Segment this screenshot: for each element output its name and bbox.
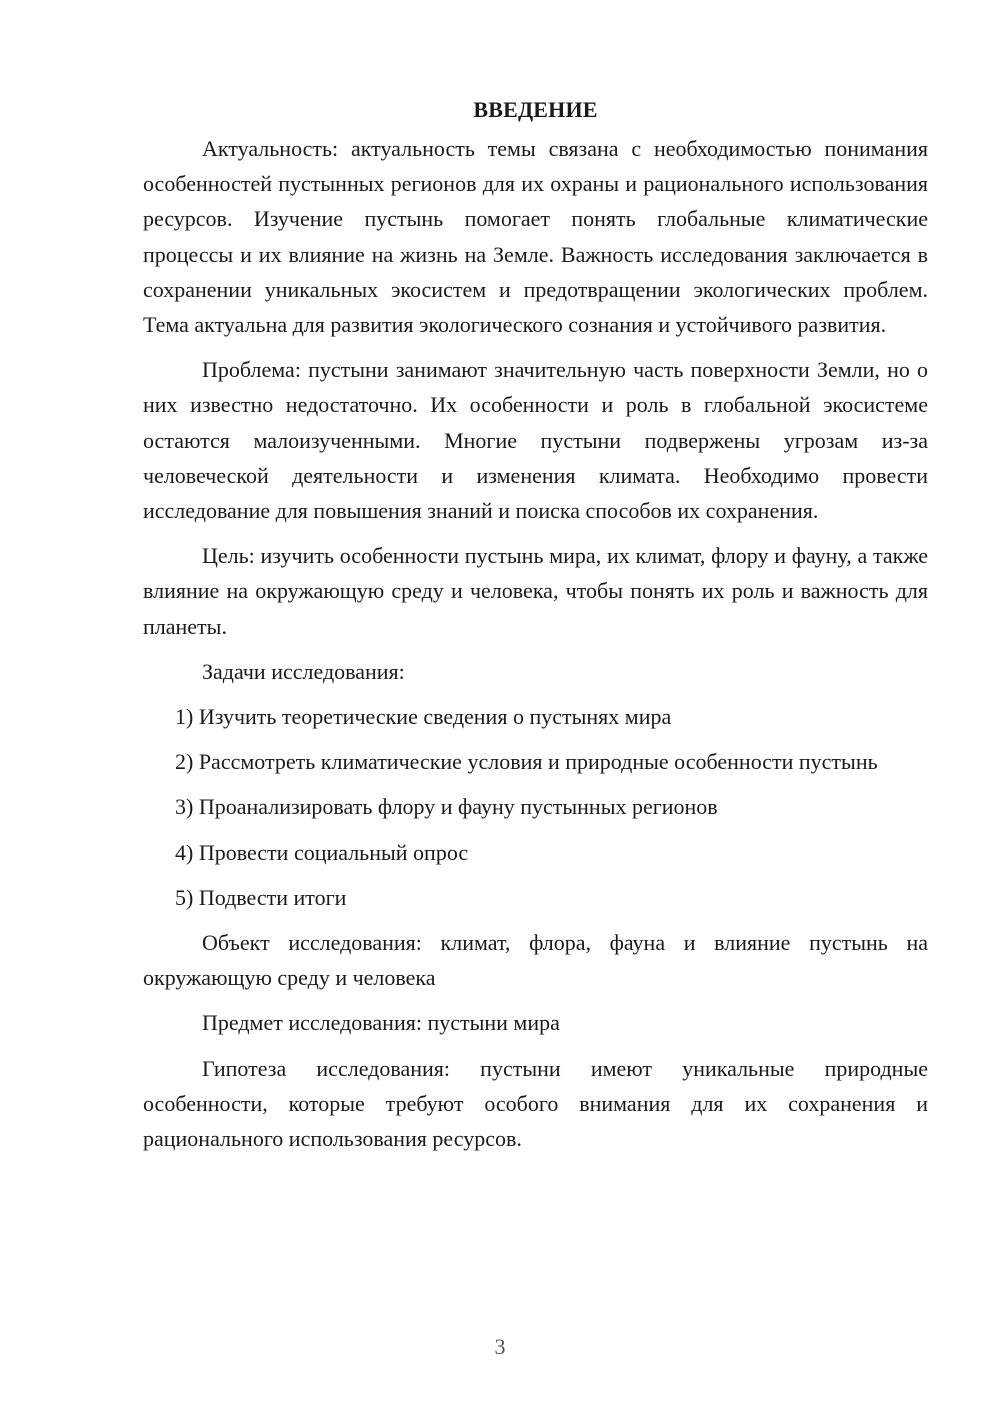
hypothesis-paragraph: Гипотеза исследования: пустыни имеют уникальные природные особенности, которые требуют особого внимания для их сохранения и рационального использования ресурсов. [143, 1055, 928, 1152]
problem-paragraph: Проблема: пустыни занимают значительную часть поверхности Земли, но о них известно недостаточно. Их особенности и роль в глобальной экосистеме остаются малоизученными. Многие пустыни подвержены угрозам из-за человеческой деятельности и изменения климата. Необходимо провести исследование для повышения знаний и поиска способов их сохранения. [143, 357, 928, 524]
section-heading: ВВЕДЕНИЕ [473, 97, 598, 122]
goal-paragraph: Цель: изучить особенности пустынь мира, их климат, флору и фауну, а также влияние на окружающую среду и человека, чтобы понять их роль и важность для планеты. [143, 543, 928, 639]
task-list [143, 699, 928, 915]
task-item: 5) Подвести итоги [175, 884, 347, 910]
page-number: 3 [494, 1334, 506, 1359]
document-page [143, 92, 928, 1166]
task-item: 4) Провести социальный опрос [175, 839, 469, 865]
task-item: 2) Рассмотреть климатические условия и природные особенности пустынь [175, 749, 878, 775]
tasks-intro: Задачи исследования: [202, 658, 405, 684]
task-item: 3) Проанализировать флору и фауну пустынных регионов [175, 794, 718, 820]
object-paragraph: Объект исследования: климат, флора, фауна и влияние пустынь на окружающую среду и человека [143, 930, 928, 991]
task-item: 1) Изучить теоретические сведения о пустынях мира [175, 704, 672, 730]
subject-paragraph: Предмет исследования: пустыни мира [202, 1010, 560, 1036]
relevance-paragraph: Актуальность: актуальность темы связана с необходимостью понимания особенностей пустынных регионов для их охраны и рационального использования ресурсов. Изучение пустынь помогает понять глобальные климатические процессы и их влияние на жизнь на Земле. Важность исследования заключается в сохранении уникальных экосистем и предотвращении экологических проблем. Тема актуальна для развития экологического сознания и устойчивого развития. [143, 136, 928, 338]
